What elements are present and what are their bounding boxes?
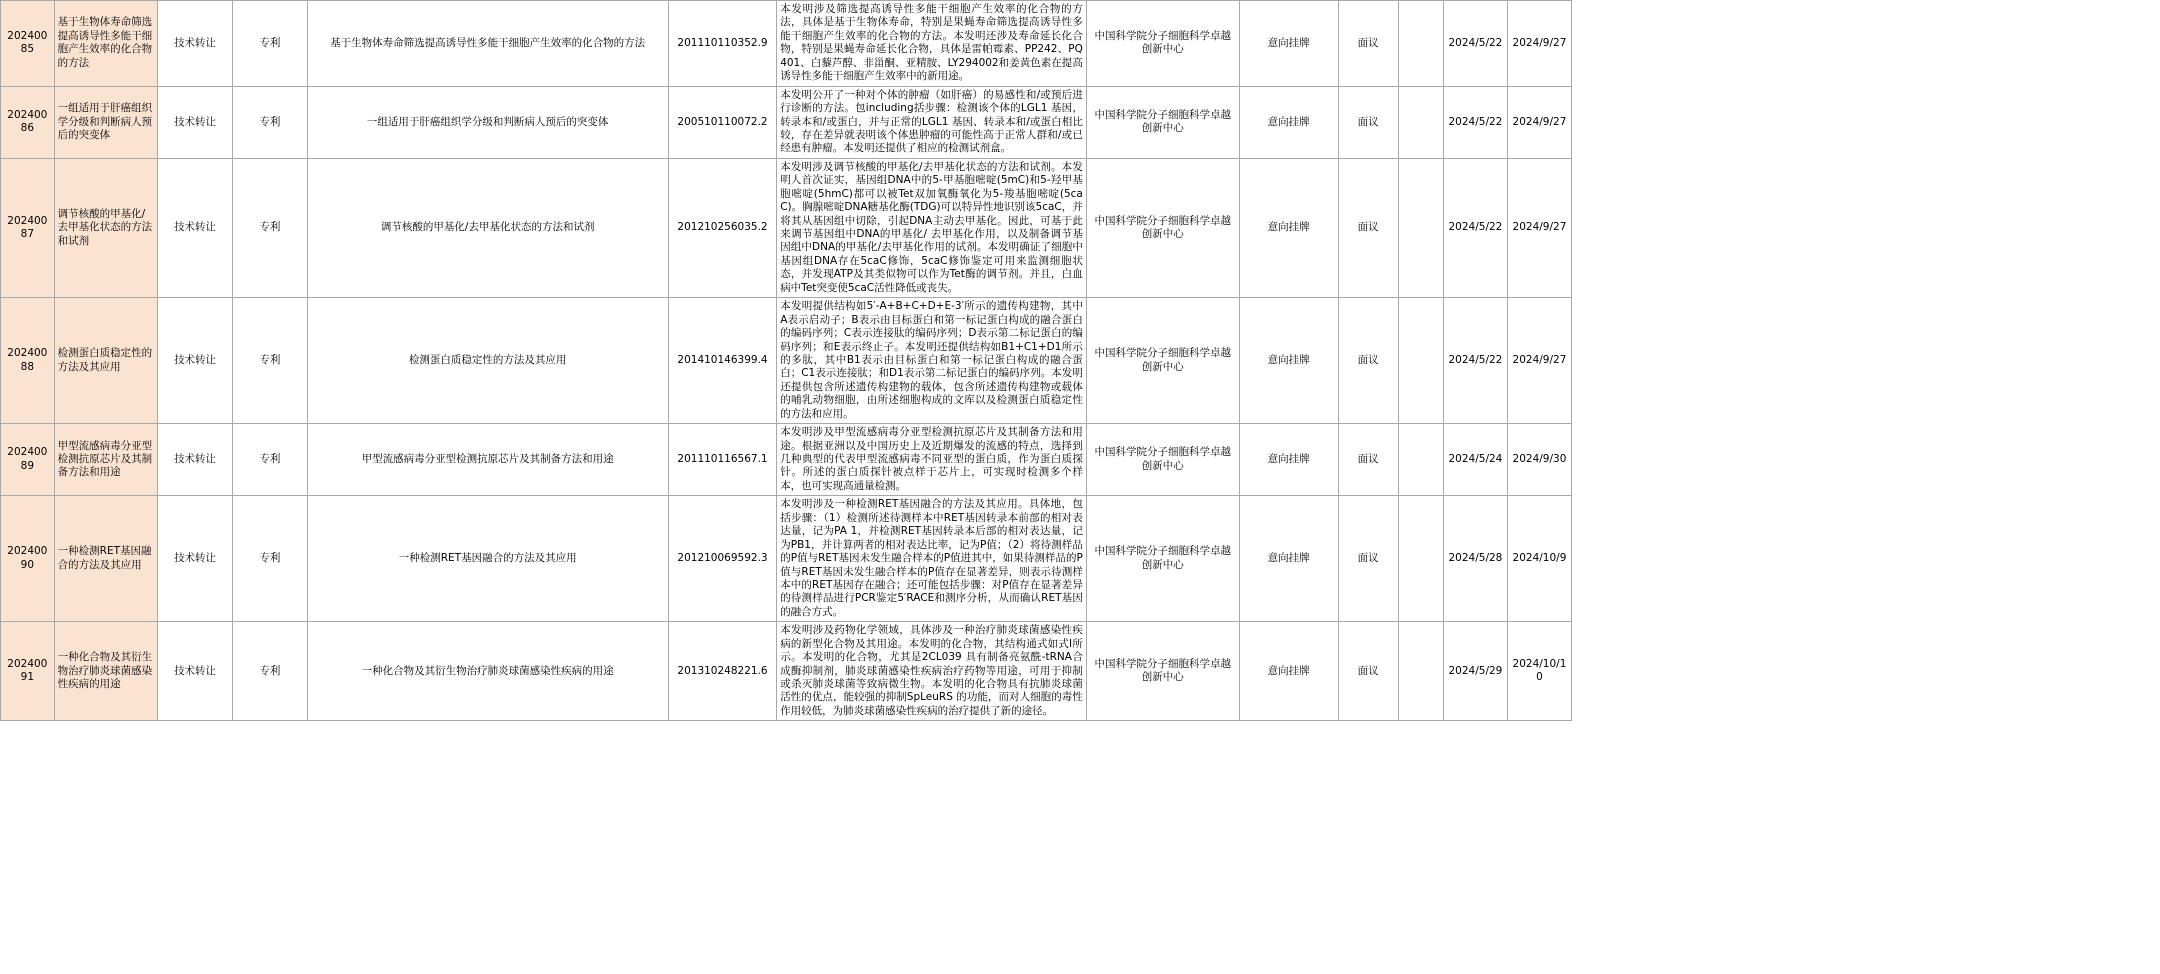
row-extra [1398,298,1443,424]
row-patent-name: 一种化合物及其衍生物治疗肺炎球菌感染性疾病的用途 [54,622,157,721]
row-id: 20240089 [1,424,55,496]
row-transfer-type: 技术转让 [157,622,232,721]
row-application-number: 201410146399.4 [668,298,776,424]
row-title: 一种化合物及其衍生物治疗肺炎球菌感染性疾病的用途 [307,622,668,721]
row-kind: 专利 [233,298,307,424]
row-patent-name: 一组适用于肝癌组织学分级和判断病人预后的突变体 [54,86,157,158]
row-title: 一种检测RET基因融合的方法及其应用 [307,496,668,622]
row-status: 意向挂牌 [1239,496,1338,622]
table-row [1,1,1572,87]
row-owner: 中国科学院分子细胞科学卓越创新中心 [1086,86,1239,158]
row-extra [1398,424,1443,496]
table-row [1,622,1572,721]
row-status: 意向挂牌 [1239,158,1338,297]
row-owner: 中国科学院分子细胞科学卓越创新中心 [1086,424,1239,496]
row-status: 意向挂牌 [1239,86,1338,158]
table-row [1,86,1572,158]
row-title: 甲型流感病毒分亚型检测抗原芯片及其制备方法和用途 [307,424,668,496]
table-row [1,424,1572,496]
row-price-mode: 面议 [1338,622,1398,721]
row-extra [1398,496,1443,622]
table-row [1,158,1572,297]
row-extra [1398,1,1443,87]
row-kind: 专利 [233,424,307,496]
table-row [1,298,1572,424]
row-patent-name: 甲型流感病毒分亚型检测抗原芯片及其制备方法和用途 [54,424,157,496]
row-abstract: 本发明提供结构如5′-A+B+C+D+E-3′所示的遗传构建物，其中A表示启动子；B表示由目标蛋白和第一标记蛋白构成的融合蛋白的编码序列；C表示连接肽的编码序列；D表示第二标记蛋白的编码序列；和E表示终止子。本发明还提供结构如B1+C1+D1所示的多肽，其中B1表示由目标蛋白和第一标记蛋白构成的融合蛋白；C1表示连接肽；和D1表示第二标记蛋白的编码序列。本发明还提供包含所述遗传构建物的载体，包含所述遗传构建物或载体的哺乳动物细胞，由所述细胞构成的文库以及检测蛋白质稳定性的方法和应用。 [777,298,1087,424]
row-kind: 专利 [233,622,307,721]
row-patent-name: 一种检测RET基因融合的方法及其应用 [54,496,157,622]
row-owner: 中国科学院分子细胞科学卓越创新中心 [1086,298,1239,424]
row-transfer-type: 技术转让 [157,496,232,622]
row-date-start: 2024/5/22 [1443,298,1507,424]
row-title: 基于生物体寿命筛选提高诱导性多能干细胞产生效率的化合物的方法 [307,1,668,87]
row-application-number: 201310248221.6 [668,622,776,721]
row-abstract: 本发明涉及筛选提高诱导性多能干细胞产生效率的化合物的方法，具体是基于生物体寿命，特别是果蝇寿命筛选提高诱导性多能干细胞产生效率的化合物的方法。本发明还涉及寿命延长化合物，特别是果蝇寿命延长化合物，具体是雷帕霉素、PP242、PQ401、白藜芦醇、非甾酮、亚精胺、LY294002和姜黄色素在提高诱导性多能干细胞产生效率中的新用途。 [777,1,1087,87]
row-id: 20240088 [1,298,55,424]
row-date-end: 2024/9/30 [1507,424,1571,496]
row-date-end: 2024/10/9 [1507,496,1571,622]
row-abstract: 本发明涉及药物化学领域，具体涉及一种治疗肺炎球菌感染性疾病的新型化合物及其用途。本发明的化合物，其结构通式如式I所示。本发明的化合物，尤其是2CL039 具有制备亮氨酰-tRNA合成酶抑制剂，肺炎球菌感染性疾病治疗药物等用途，可用于抑制或杀灭肺炎球菌等致病微生物。本发明的化合物具有抗肺炎球菌活性的优点，能较强的抑制SpLeuRS 的功能，而对人细胞的毒性作用较低，为肺炎球菌感染性疾病的治疗提供了新的途径。 [777,622,1087,721]
row-patent-name: 基于生物体寿命筛选提高诱导性多能干细胞产生效率的化合物的方法 [54,1,157,87]
row-price-mode: 面议 [1338,1,1398,87]
row-application-number: 201110116567.1 [668,424,776,496]
row-abstract: 本发明涉及一种检测RET基因融合的方法及其应用。具体地，包括步骤：（1）检测所述待测样本中RET基因转录本前部的相对表达量，记为PA 1，并检测RET基因转录本后部的相对表达量，记为PB1，并计算两者的相对表达比率，记为P值；（2）将待测样品的P值与RET基因未发生融合样本的P值进其中，如果待测样品的P值与RET基因未发生融合样本的P值存在显著差异，则表示待测样本中的RET基因存在融合；还可能包括步骤：对P值存在显著差异的待测样品进行PCR鉴定5′RACE和测序分析，从而确认RET基因的融合方式。 [777,496,1087,622]
row-owner: 中国科学院分子细胞科学卓越创新中心 [1086,1,1239,87]
table-row [1,496,1572,622]
row-id: 20240086 [1,86,55,158]
row-title: 检测蛋白质稳定性的方法及其应用 [307,298,668,424]
row-date-end: 2024/9/27 [1507,298,1571,424]
row-application-number: 201110110352.9 [668,1,776,87]
row-price-mode: 面议 [1338,496,1398,622]
row-application-number: 201210256035.2 [668,158,776,297]
row-date-start: 2024/5/29 [1443,622,1507,721]
row-patent-name: 检测蛋白质稳定性的方法及其应用 [54,298,157,424]
row-kind: 专利 [233,496,307,622]
row-application-number: 201210069592.3 [668,496,776,622]
row-title: 调节核酸的甲基化/去甲基化状态的方法和试剂 [307,158,668,297]
row-status: 意向挂牌 [1239,1,1338,87]
row-id: 20240087 [1,158,55,297]
row-transfer-type: 技术转让 [157,298,232,424]
row-kind: 专利 [233,86,307,158]
row-owner: 中国科学院分子细胞科学卓越创新中心 [1086,496,1239,622]
row-kind: 专利 [233,158,307,297]
row-id: 20240085 [1,1,55,87]
row-extra [1398,622,1443,721]
row-price-mode: 面议 [1338,158,1398,297]
row-extra [1398,158,1443,297]
row-id: 20240090 [1,496,55,622]
row-status: 意向挂牌 [1239,424,1338,496]
row-owner: 中国科学院分子细胞科学卓越创新中心 [1086,158,1239,297]
row-abstract: 本发明公开了一种对个体的肿瘤（如肝癌）的易感性和/或预后进行诊断的方法。包including括步骤：检测该个体的LGL1 基因，转录本和/或蛋白，并与正常的LGL1 基因、转录本和/或蛋白相比较，存在差异就表明该个体患肿瘤的可能性高于正常人群和/或已经患有肿瘤。本发明还提供了相应的检测试剂盒。 [777,86,1087,158]
row-application-number: 200510110072.2 [668,86,776,158]
row-title: 一组适用于肝癌组织学分级和判断病人预后的突变体 [307,86,668,158]
row-id: 20240091 [1,622,55,721]
row-date-end: 2024/9/27 [1507,1,1571,87]
row-date-end: 2024/10/10 [1507,622,1571,721]
row-transfer-type: 技术转让 [157,86,232,158]
row-price-mode: 面议 [1338,298,1398,424]
row-status: 意向挂牌 [1239,622,1338,721]
table-body [1,1,1572,721]
row-transfer-type: 技术转让 [157,1,232,87]
row-price-mode: 面议 [1338,86,1398,158]
row-date-start: 2024/5/24 [1443,424,1507,496]
row-abstract: 本发明涉及调节核酸的甲基化/去甲基化状态的方法和试剂。本发明人首次证实，基因组DNA中的5-甲基胞嘧啶(5mC)和5-羟甲基胞嘧啶(5hmC)都可以被Tet双加氧酶氧化为5-羧基胞嘧啶(5caC)。胸腺嘧啶DNA糖基化酶(TDG)可以特异性地识别该5caC，并将其从基因组中切除，引起DNA主动去甲基化。因此，可基于此来调节基因组中DNA的甲基化/ 去甲基化作用，以及制备调节基因组中DNA的甲基化/去甲基化作用的试剂。本发明确证了细胞中基因组DNA存在5caC修饰，5caC修饰鉴定可用来监测细胞状态，并发现ATP及其类似物可以作为Tet酶的调节剂。并且，白血病中Tet突变使5caC活性降低或丧失。 [777,158,1087,297]
row-date-end: 2024/9/27 [1507,158,1571,297]
row-date-start: 2024/5/22 [1443,86,1507,158]
row-patent-name: 调节核酸的甲基化/去甲基化状态的方法和试剂 [54,158,157,297]
row-extra [1398,86,1443,158]
row-date-start: 2024/5/22 [1443,158,1507,297]
row-price-mode: 面议 [1338,424,1398,496]
row-date-start: 2024/5/22 [1443,1,1507,87]
row-transfer-type: 技术转让 [157,424,232,496]
row-abstract: 本发明涉及甲型流感病毒分亚型检测抗原芯片及其制备方法和用途。根据亚洲以及中国历史上及近期爆发的流感的特点，选择到几种典型的代表甲型流感病毒不同亚型的蛋白质，作为蛋白质探针。所述的蛋白质探针被点样于芯片上，可实现时检测多个样本，也可实现高通量检测。 [777,424,1087,496]
row-transfer-type: 技术转让 [157,158,232,297]
row-date-start: 2024/5/28 [1443,496,1507,622]
row-status: 意向挂牌 [1239,298,1338,424]
row-kind: 专利 [233,1,307,87]
row-date-end: 2024/9/27 [1507,86,1571,158]
row-owner: 中国科学院分子细胞科学卓越创新中心 [1086,622,1239,721]
